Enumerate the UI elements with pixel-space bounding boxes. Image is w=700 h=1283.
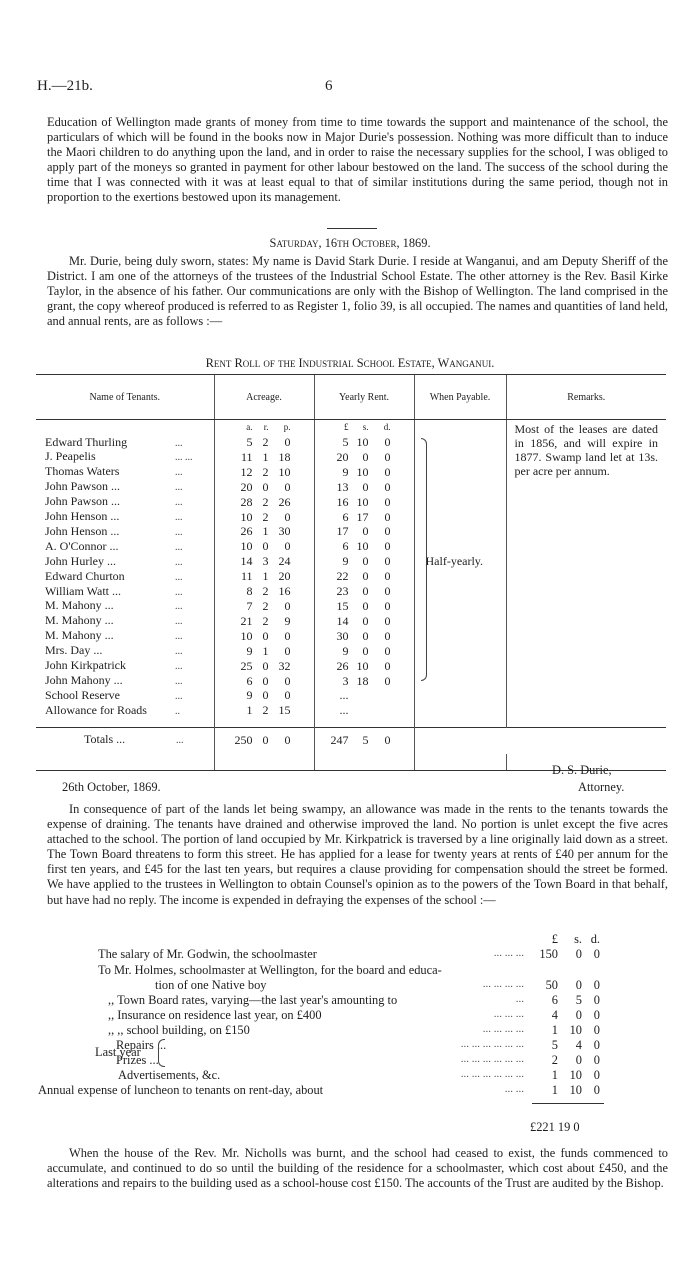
expense-amount-pounds: 150 [539, 947, 558, 961]
rent-pounds: 20 [336, 449, 349, 464]
rent-pounds: 13 [336, 479, 349, 494]
acreage-roods: 2 [262, 494, 269, 509]
payable-cell [414, 436, 506, 689]
tenant-name: Mrs. Day ... [45, 643, 103, 658]
leader-dots: ... [175, 690, 183, 702]
rent-shillings: 10 [356, 658, 369, 673]
rent-shillings: 10 [356, 539, 369, 554]
acreage-roods: 0 [262, 673, 269, 688]
rent-shillings: 17 [356, 509, 369, 524]
rent-shillings: 0 [362, 554, 369, 569]
leader-dots: ... [175, 541, 183, 553]
expense-amount-pence: 0 [593, 1008, 600, 1022]
expenses-units-row [0, 932, 700, 946]
rent-shillings: 0 [362, 524, 369, 539]
leader-dots: ... ... ... ... [482, 978, 524, 990]
rent-shillings: 0 [362, 569, 369, 584]
expense-row [0, 1068, 700, 1082]
rent-pounds: 16 [336, 494, 349, 509]
rent-shillings: 0 [362, 613, 369, 628]
tenant-name: John Pawson ... [45, 479, 121, 494]
tenant-name: M. Mahony ... [45, 613, 114, 628]
acreage-roods: 0 [262, 688, 269, 703]
expense-row [0, 993, 700, 1007]
header-remarks: Remarks. [506, 375, 666, 420]
remarks-text: Most of the leases are dated in 1856, and will expire in 1877. Swamp land let at 13s. per acre per annum. [514, 422, 658, 478]
expense-amount-pence: 0 [593, 1038, 600, 1052]
leader-dots: ... [175, 661, 183, 673]
expense-amount-pounds: 5 [551, 1038, 558, 1052]
acreage-roods: 2 [262, 584, 269, 599]
expense-amount-pence: 0 [593, 947, 600, 961]
rent-pence: 0 [384, 539, 391, 554]
header-name: Name of Tenants. [36, 375, 214, 420]
leader-dots: ... ... ... ... ... ... [460, 1038, 524, 1050]
unit-pence: d. [383, 421, 391, 432]
rent-pence: 0 [384, 584, 391, 599]
expense-label: Prizes ... [116, 1053, 159, 1067]
total-acres: 250 [234, 732, 253, 747]
total-rule [532, 1103, 604, 1104]
rent-pounds: 26 [336, 658, 349, 673]
paragraph-durie-testimony: Mr. Durie, being duly sworn, states: My name is David Stark Durie. I reside at Wanganui, and am Deputy Sheriff of the District. I am one of the attorneys of the trustees of the Industrial School Estate. The other attorney is the Rev. Basil Kirke Taylor, in the absence of his father. Our communications are only with the Bishop of Wellington. The land comprised in the grant, the copy whereof produced is referred to as Register 1, folio 39, is all occupied. The names and quantities of land held, and annual rents, are as follows :— [47, 254, 668, 329]
rent-pounds: 3 [342, 673, 349, 688]
unit-roods: r. [263, 421, 269, 432]
expense-amount-shillings: 10 [569, 1083, 582, 1097]
tenant-name: J. Peapelis [45, 449, 96, 464]
exp-unit-pounds: £ [551, 932, 558, 946]
expense-label: The salary of Mr. Godwin, the schoolmaster [98, 947, 317, 961]
table-title: Rent Roll of the Industrial School Estate, Wanganui. [205, 356, 495, 370]
acreage-perches: 24 [278, 554, 291, 569]
brace-mark [158, 1039, 165, 1067]
leader-dots: ... ... [504, 1083, 524, 1095]
totals-row [36, 727, 666, 754]
expense-label: Advertisements, &c. [118, 1068, 221, 1082]
signature-date: 26th October, 1869. [62, 780, 161, 794]
rent-pence: 0 [384, 673, 391, 688]
tenant-name: School Reserve [45, 687, 120, 702]
acreage-perches: 9 [284, 613, 291, 628]
expense-amount-pence: 0 [593, 1053, 600, 1067]
rent-shillings: 0 [362, 643, 369, 658]
acreage-roods: 2 [262, 598, 269, 613]
acreage-acres: 12 [240, 464, 253, 479]
acreage-roods: 1 [262, 449, 269, 464]
rent-pence: 0 [384, 554, 391, 569]
leader-dots: ... [175, 482, 183, 494]
expense-amount-pounds: 50 [545, 978, 558, 992]
rent-pence: 0 [384, 494, 391, 509]
acreage-roods: 2 [262, 435, 269, 449]
acreage-perches: 0 [284, 673, 291, 688]
acreage-roods: 2 [262, 464, 269, 479]
acreage-perches: 0 [284, 598, 291, 613]
brace-mark [421, 438, 427, 681]
expense-label: To Mr. Holmes, schoolmaster at Wellington, for the board and educa- [98, 963, 442, 977]
expense-amount-pence: 0 [593, 1083, 600, 1097]
tenant-name: Allowance for Roads [45, 702, 147, 717]
acreage-acres: 11 [240, 569, 253, 584]
rent-pence: 0 [384, 449, 391, 464]
expense-label: ,, Town Board rates, varying—the last year's amounting to [108, 993, 398, 1007]
acreage-acres: 25 [240, 658, 253, 673]
acreage-acres: 11 [240, 449, 253, 464]
unit-pounds: £ [344, 421, 349, 432]
acreage-roods: 2 [262, 509, 269, 524]
acreage-roods: 1 [262, 524, 269, 539]
acreage-roods: 2 [262, 703, 269, 718]
expense-amount-pounds: 1 [551, 1083, 558, 1097]
unit-perches: p. [283, 421, 291, 432]
acreage-perches: 32 [278, 658, 291, 673]
acreage-roods: 0 [262, 479, 269, 494]
leader-dots: ... [175, 676, 183, 687]
tenant-name: John Mahony ... [45, 673, 123, 687]
acreage-perches: 0 [284, 539, 291, 554]
leader-dots: ... [175, 497, 183, 509]
header-acreage: Acreage. [214, 375, 314, 420]
date-heading: Saturday, 16th October, 1869. [269, 236, 431, 250]
expense-amount-shillings: 0 [575, 1053, 582, 1067]
expense-row [0, 978, 700, 992]
table-header-row [36, 375, 666, 420]
rent-pence: 0 [384, 643, 391, 658]
total-pounds: 247 [330, 732, 349, 747]
acreage-perches: 0 [284, 509, 291, 524]
acreage-roods: 1 [262, 643, 269, 658]
expense-amount-shillings: 0 [575, 1008, 582, 1022]
expense-amount-pounds: 4 [551, 1008, 558, 1022]
rent-shillings: 0 [362, 479, 369, 494]
leader-dots: ... [175, 467, 183, 479]
expense-amount-pence: 0 [593, 1068, 600, 1082]
rent-pence: 0 [384, 464, 391, 479]
rent-pence: 0 [384, 435, 391, 449]
expense-amount-pence: 0 [593, 1023, 600, 1037]
acreage-perches: 0 [284, 479, 291, 494]
rent-pence: 0 [384, 509, 391, 524]
tenant-name: Edward Thurling [45, 434, 128, 449]
leader-dots: ... ... ... [493, 947, 524, 959]
exp-unit-pence: d. [590, 932, 600, 946]
acreage-perches: 0 [284, 435, 291, 449]
acreage-roods: 3 [262, 554, 269, 569]
unit-shillings: s. [362, 421, 369, 432]
expense-label: ,, Insurance on residence last year, on £400 [108, 1008, 322, 1022]
page-number: 6 [325, 78, 333, 94]
leader-dots: ... [175, 586, 183, 598]
acreage-acres: 10 [240, 628, 253, 643]
tenant-name: John Henson ... [45, 509, 120, 524]
tenant-name: John Pawson ... [45, 494, 121, 509]
expense-amount-pounds: 2 [551, 1053, 558, 1067]
rent-pence: 0 [384, 479, 391, 494]
acreage-acres: 8 [246, 584, 253, 599]
acreage-acres: 1 [246, 703, 253, 718]
acreage-perches: 15 [278, 703, 291, 718]
tenant-name: William Watt ... [45, 583, 121, 598]
paragraph-house-burnt: When the house of the Rev. Mr. Nicholls was burnt, and the school had ceased to exist, the funds commenced to accumulate, and continued to do so until the building of the residence for a schoolmaster, which cost about £450, and the alterations and repairs to the building used as a school-house cost £150. The accounts of the Trust are audited by the Bishop. [47, 1146, 668, 1191]
leader-dots: ... [175, 526, 183, 538]
tenant-name: Thomas Waters [45, 464, 120, 479]
remarks-cell [506, 420, 666, 728]
expense-amount-pence: 0 [593, 978, 600, 992]
rent-shillings: 10 [356, 494, 369, 509]
tenant-name: M. Mahony ... [45, 598, 114, 613]
leader-dots: ... [176, 735, 184, 747]
signature-title: Attorney. [578, 780, 625, 794]
rent-pence: 0 [384, 569, 391, 584]
acreage-perches: 0 [284, 688, 291, 703]
rent-pounds: 17 [336, 524, 349, 539]
rent-pounds: 6 [342, 509, 349, 524]
acreage-acres: 20 [240, 479, 253, 494]
acreage-roods: 0 [262, 658, 269, 673]
acreage-perches: 30 [278, 524, 291, 539]
acreage-roods: 2 [262, 613, 269, 628]
total-perches: 0 [284, 732, 291, 747]
rent-pounds: 9 [342, 643, 349, 658]
acreage-acres: 6 [246, 673, 253, 688]
units-row [36, 420, 666, 436]
acreage-acres: 10 [240, 539, 253, 554]
expense-row [0, 1023, 700, 1037]
acreage-perches: 0 [284, 643, 291, 658]
rent-shillings: 0 [362, 598, 369, 613]
rent-shillings: 0 [362, 584, 369, 599]
expenses-total: £221 19 0 [530, 1120, 580, 1134]
rent-pence: 0 [384, 613, 391, 628]
rent-pounds: ... [339, 703, 349, 718]
expense-label: tion of one Native boy [155, 978, 267, 992]
leader-dots: ... [175, 512, 183, 524]
total-roods: 0 [262, 732, 269, 747]
acreage-perches: 26 [278, 494, 291, 509]
acreage-acres: 28 [240, 494, 253, 509]
rent-pounds: 6 [342, 539, 349, 554]
expense-row [0, 1008, 700, 1022]
acreage-acres: 9 [246, 688, 253, 703]
leader-dots: ... [175, 646, 183, 658]
expense-amount-shillings: 10 [569, 1068, 582, 1082]
rent-pounds: 14 [336, 613, 349, 628]
tenant-name: M. Mahony ... [45, 628, 114, 643]
leader-dots: .. [175, 705, 180, 717]
rent-pounds: 22 [336, 569, 349, 584]
leader-dots: ... ... ... [493, 1008, 524, 1020]
leader-dots: ... [175, 601, 183, 613]
acreage-roods: 0 [262, 539, 269, 554]
rent-pence: 0 [384, 524, 391, 539]
leader-dots: ... [175, 556, 183, 568]
acreage-perches: 18 [278, 449, 291, 464]
document-reference: H.—21b. [37, 78, 93, 94]
rent-shillings: 0 [362, 449, 369, 464]
acreage-perches: 10 [278, 464, 291, 479]
expense-amount-shillings: 0 [575, 978, 582, 992]
rent-shillings: 0 [362, 628, 369, 643]
leader-dots: ... [175, 571, 183, 583]
expense-label: ,, ,, school building, on £150 [108, 1023, 250, 1037]
leader-dots: ... [175, 631, 183, 643]
leader-dots: ... ... ... ... [482, 1023, 524, 1035]
rent-pounds: 5 [342, 435, 349, 449]
expense-amount-pence: 0 [593, 993, 600, 1007]
paragraph-swamp-allowance: In consequence of part of the lands let being swampy, an allowance was made in the rents to the tenants towards the expense of draining. The tenants have drained and otherwise improved the land. No portion is unlet except the five acres attached to the school. The portion of land occupied by Mr. Kirkpatrick is traversed by a line originally laid down as a street. The Town Board threatens to form this street. He has applied for a lease for twenty years at rents of £40 per annum for the first ten years, and £45 for the last ten years, but requires a clause providing for compensation should the street be formed. We have applied to the trustees in Wellington to obtain Counsel's opinion as to the powers of the Town Board in that behalf, but have had no reply. The income is expended in defraying the expenses of the school :— [47, 802, 668, 907]
tenant-name: Edward Churton [45, 568, 125, 583]
paragraph-education: Education of Wellington made grants of money from time to time towards the support and maintenance of the school, the particulars of which will be found in the books now in Major Durie's possession. Nothing was more difficult than to induce the Maori children to do anything upon the land, and in order to raise the necessary supplies for the school, I was obliged to apply part of the moneys so granted in payment for other labour bestowed on the land. The success of the school during the time that I was connected with it was at least equal to that of similar institutions during the same period, though not in proportion to the exertions bestowed upon its management. [47, 115, 668, 205]
last-year-label: Last year [95, 1045, 141, 1059]
expense-row [0, 1083, 700, 1097]
rent-pounds: 15 [336, 598, 349, 613]
acreage-roods: 0 [262, 628, 269, 643]
acreage-acres: 9 [246, 643, 253, 658]
acreage-roods: 1 [262, 569, 269, 584]
tenant-name: John Hurley ... [45, 553, 116, 568]
acreage-acres: 10 [240, 509, 253, 524]
rent-shillings: 10 [356, 435, 369, 449]
expense-amount-pounds: 1 [551, 1068, 558, 1082]
leader-dots: ... [175, 616, 183, 628]
leader-dots: ... [175, 437, 183, 449]
acreage-perches: 20 [278, 569, 291, 584]
payable-text: Half-yearly. [425, 554, 484, 569]
rent-pounds: 23 [336, 584, 349, 599]
exp-unit-shillings: s. [574, 932, 582, 946]
expense-row [0, 963, 700, 977]
leader-dots: ... ... ... ... ... ... [460, 1053, 524, 1065]
unit-acres: a. [246, 421, 253, 432]
leader-dots: ... ... ... ... ... ... [460, 1068, 524, 1080]
total-pence: 0 [384, 732, 391, 747]
tenant-name: John Kirkpatrick [45, 658, 126, 673]
expense-label: Repairs ... [116, 1038, 167, 1052]
header-rent: Yearly Rent. [314, 375, 414, 420]
rent-pounds: 30 [336, 628, 349, 643]
signature-name: D. S. Durie, [552, 763, 612, 777]
rent-shillings: 18 [356, 673, 369, 688]
acreage-acres: 7 [246, 598, 253, 613]
expense-label: Annual expense of luncheon to tenants on rent-day, about [38, 1083, 324, 1097]
expense-amount-shillings: 0 [575, 947, 582, 961]
acreage-acres: 21 [240, 613, 253, 628]
acreage-perches: 0 [284, 628, 291, 643]
total-shillings: 5 [362, 732, 369, 747]
expense-amount-pounds: 1 [551, 1023, 558, 1037]
rent-pence: 0 [384, 628, 391, 643]
expense-row [0, 947, 700, 961]
acreage-acres: 26 [240, 524, 253, 539]
rent-pence: 0 [384, 598, 391, 613]
expense-amount-shillings: 5 [575, 993, 582, 1007]
totals-label: Totals ... [84, 732, 126, 747]
expense-amount-shillings: 10 [569, 1023, 582, 1037]
rent-pounds: ... [339, 688, 349, 703]
tenant-name: A. O'Connor ... [45, 538, 119, 553]
expense-amount-shillings: 4 [575, 1038, 582, 1052]
acreage-acres: 14 [240, 554, 253, 569]
leader-dots: ... ... [175, 452, 193, 464]
expense-amount-pounds: 6 [551, 993, 558, 1007]
rent-pounds: 9 [342, 464, 349, 479]
rent-roll-table [36, 374, 666, 771]
acreage-perches: 16 [278, 584, 291, 599]
section-divider [327, 228, 377, 229]
rent-shillings: 10 [356, 464, 369, 479]
header-payable: When Payable. [414, 375, 506, 420]
leader-dots: ... [515, 993, 524, 1005]
acreage-acres: 5 [246, 435, 253, 449]
rent-pence: 0 [384, 658, 391, 673]
tenant-name: John Henson ... [45, 523, 120, 538]
rent-pounds: 9 [342, 554, 349, 569]
